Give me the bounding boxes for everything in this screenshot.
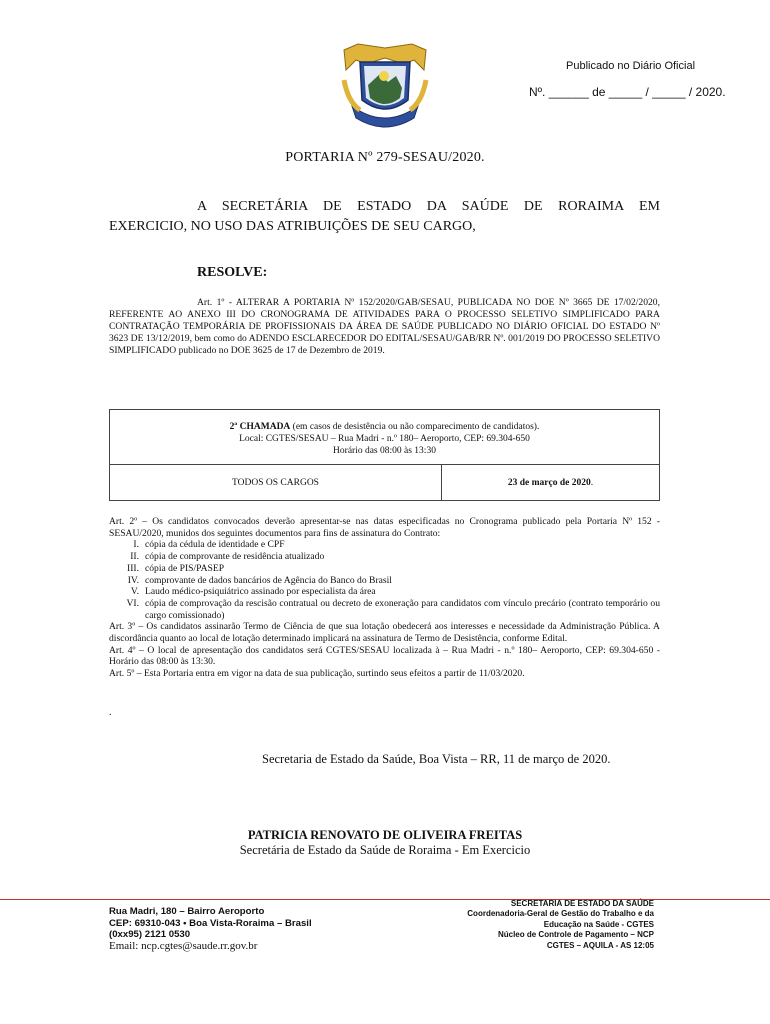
- footer-address-line: CEP: 69310-043 • Boa Vista-Roraima – Brasil: [109, 917, 312, 929]
- publication-number-line: Nº. ______ de _____ / _____ / 2020.: [529, 85, 726, 99]
- call-note: (em casos de desistência ou não comparecimento de candidatos).: [290, 422, 540, 432]
- signatory-name: PATRICIA RENOVATO DE OLIVEIRA FREITAS: [247, 828, 523, 842]
- article-5: Art. 5º – Esta Portaria entra em vigor na data de sua publicação, surtindo seus efeitos a partir de 11/03/2020.: [109, 668, 525, 680]
- item-text: cópia da cédula de identidade e CPF: [145, 539, 285, 551]
- signatory-role: Secretária de Estado da Saúde de Roraima - Em Exercicio: [239, 843, 531, 857]
- schedule-date-suffix: .: [590, 477, 594, 488]
- preamble-line-1: A SECRETÁRIA DE ESTADO DA SAÚDE DE RORAIMA EM: [197, 199, 660, 214]
- item-number: V.: [130, 586, 139, 598]
- item-text: comprovante de dados bancários de Agência do Banco do Brasil: [145, 574, 392, 586]
- call-title: 2ª CHAMADA: [229, 422, 291, 432]
- footer-email: Email: ncp.cgtes@saude.rr.gov.br: [109, 939, 258, 952]
- footer-address-line: (0xx95) 2121 0530: [109, 929, 191, 940]
- footer-address-line: Rua Madri, 180 – Bairro Aeroporto: [109, 906, 265, 917]
- footer-dept-line: Núcleo de Controle de Pagamento – NCP: [497, 930, 654, 940]
- list-item: [109, 598, 660, 621]
- call-location: Local: CGTES/SESAU – Rua Madri - n.º 180– Aeroporto, CEP: 69.304-650: [239, 434, 530, 444]
- document-title: PORTARIA Nº 279-SESAU/2020.: [285, 150, 485, 165]
- schedule-date: 23 de março de 2020: [507, 477, 591, 488]
- article-4: Art. 4º – O local de apresentação dos candidatos será CGTES/SESAU localizada à – Rua Madri - n.º 180– Aeroporto, CEP: 69.304-650 - Horário das 08:00 às 13:30.: [109, 644, 660, 668]
- item-text: cópia de PIS/PASEP: [145, 562, 225, 574]
- footer-dept-line: SECRETARIA DE ESTADO DA SAÚDE: [510, 899, 654, 908]
- article-1-text: Art. 1º - ALTERAR A PORTARIA Nº 152/2020/GAB/SESAU, PUBLICADA NO DOE Nº 3665 DE 17/02/2020, REFERENTE AO ANEXO III DO CRONOGRAMA DE ATIVIDADES PARA O PROCESSO SELETIVO SIMPLIFICADO PARA CONTRATAÇÃO TEMPORÁRIA DE PROFISSIONAIS DA ÁREA DE SAÚDE PUBLICADO NO DIÁRIO OFICIAL DO ESTADO Nº 3623 DE 13/12/2019, bem como do ADENDO ESCLARECEDOR DO EDITAL/SESAU/GAB/RR Nº. 001/2019 DO PROCESSO SELETIVO SIMPLIFICADO publicado no DOE 3625 de 17 de Dezembro de 2019.: [109, 297, 660, 356]
- item-number: II.: [130, 551, 139, 563]
- item-number: VI.: [126, 597, 139, 609]
- cargo-cell: TODOS OS CARGOS: [110, 465, 442, 501]
- footer-department: [467, 899, 654, 951]
- list-item: [109, 539, 660, 551]
- item-text: cópia de comprovante de residência atualizado: [145, 551, 325, 563]
- footer-divider: [0, 899, 770, 900]
- list-item: [109, 551, 660, 563]
- preamble-line-2: EXERCICIO, NO USO DAS ATRIBUIÇÕES DE SEU CARGO,: [109, 219, 476, 234]
- item-number: III.: [127, 562, 139, 574]
- preamble: [109, 197, 660, 237]
- articles-body: [109, 516, 660, 680]
- footer-dept-line: Educação na Saúde - CGTES: [543, 919, 654, 929]
- list-item: [109, 586, 660, 598]
- list-item: [109, 563, 660, 575]
- date-cell: [442, 465, 660, 501]
- resolve-heading: RESOLVE:: [197, 265, 268, 280]
- trailing-dot: .: [109, 707, 112, 718]
- footer-address: [109, 906, 312, 952]
- schedule-header-cell: [110, 410, 660, 465]
- published-label: Publicado no Diário Oficial: [566, 60, 696, 72]
- state-coat-of-arms: [338, 40, 432, 134]
- article-1: [109, 297, 660, 357]
- call-hours: Horário das 08:00 às 13:30: [333, 446, 436, 456]
- item-text: cópia de comprovação da rescisão contratual ou decreto de exoneração para candidatos com vínculo precário (contrato temporário ou cargo comissionado): [145, 597, 660, 621]
- footer-dept-line: Coordenadoria-Geral de Gestão do Trabalho e da: [467, 909, 654, 919]
- signature-block: [0, 828, 770, 858]
- item-number: IV.: [127, 574, 139, 586]
- place-and-date: Secretaria de Estado da Saúde, Boa Vista – RR, 11 de março de 2020.: [262, 752, 611, 766]
- item-number: I.: [133, 539, 139, 551]
- list-item: [109, 575, 660, 587]
- footer-dept-line: CGTES – AQUILA - AS 12:05: [546, 940, 654, 950]
- article-3: Art. 3º – Os candidatos assinarão Termo de Ciência de que sua lotação obedecerá aos interesses e necessidade da Administração Pública. A discordância quanto ao local de lotação determinado implicará na assinatura de Termo de Desistência, conforme Edital.: [109, 621, 660, 645]
- schedule-table: [109, 409, 660, 501]
- item-text: Laudo médico-psiquiátrico assinado por especialista da área: [145, 586, 376, 598]
- article-2: Art. 2º – Os candidatos convocados deverão apresentar-se nas datas especificadas no Cronograma publicado pela Portaria Nº 152 - SESAU/2020, munidos dos seguintes documentos para fins de assinatura do Contrato:: [109, 516, 660, 539]
